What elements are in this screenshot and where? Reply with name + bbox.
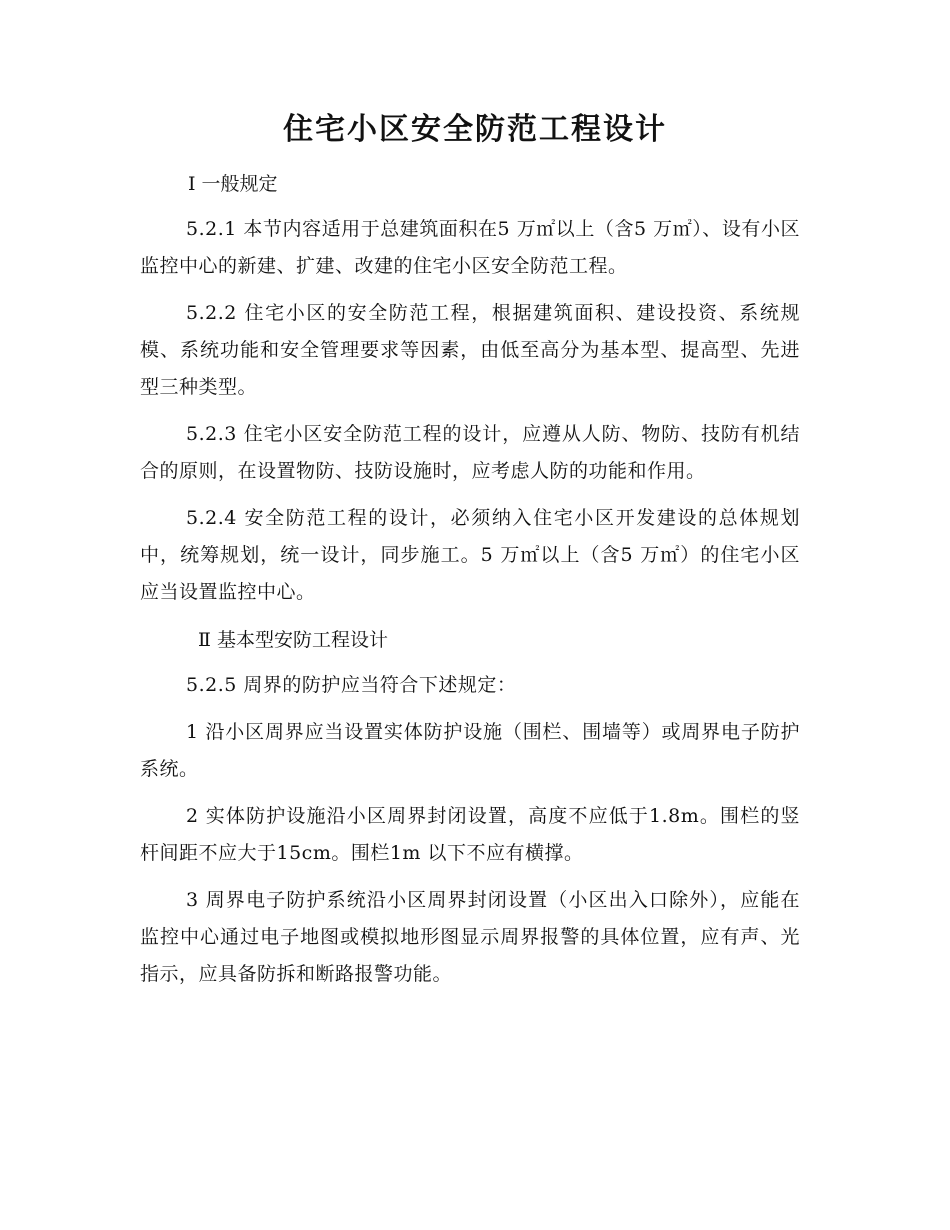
section-heading-general: Ⅰ 一般规定 bbox=[188, 173, 278, 195]
document-body bbox=[140, 165, 800, 1003]
paragraph-item-1: 1 沿小区周界应当设置实体防护设施（围栏、围墙等）或周界电子防护系统。 bbox=[140, 721, 800, 780]
document-title: 住宅小区安全防范工程设计 bbox=[283, 112, 667, 147]
paragraph-item-2: 2 实体防护设施沿小区周界封闭设置，高度不应低于1.8m。围栏的竖杆间距不应大于15cm。围栏1m 以下不应有横撑。 bbox=[140, 805, 800, 864]
section-heading-basic-design: Ⅱ 基本型安防工程设计 bbox=[198, 629, 388, 651]
paragraph-5-2-1: 5.2.1 本节内容适用于总建筑面积在5 万㎡以上（含5 万㎡）、设有小区监控中心的新建、扩建、改建的住宅小区安全防范工程。 bbox=[140, 218, 800, 277]
paragraph-5-2-5: 5.2.5 周界的防护应当符合下述规定： bbox=[186, 674, 517, 696]
paragraph-item-3: 3 周界电子防护系统沿小区周界封闭设置（小区出入口除外），应能在监控中心通过电子地图或模拟地形图显示周界报警的具体位置，应有声、光指示，应具备防拆和断路报警功能。 bbox=[140, 889, 800, 985]
paragraph-5-2-3: 5.2.3 住宅小区安全防范工程的设计，应遵从人防、物防、技防有机结合的原则，在设置物防、技防设施时，应考虑人防的功能和作用。 bbox=[140, 423, 800, 482]
paragraph-5-2-2: 5.2.2 住宅小区的安全防范工程，根据建筑面积、建设投资、系统规模、系统功能和安全管理要求等因素，由低至高分为基本型、提高型、先进型三种类型。 bbox=[140, 302, 800, 398]
paragraph-5-2-4: 5.2.4 安全防范工程的设计，必须纳入住宅小区开发建设的总体规划中，统筹规划，统一设计，同步施工。5 万㎡以上（含5 万㎡）的住宅小区应当设置监控中心。 bbox=[140, 507, 800, 603]
